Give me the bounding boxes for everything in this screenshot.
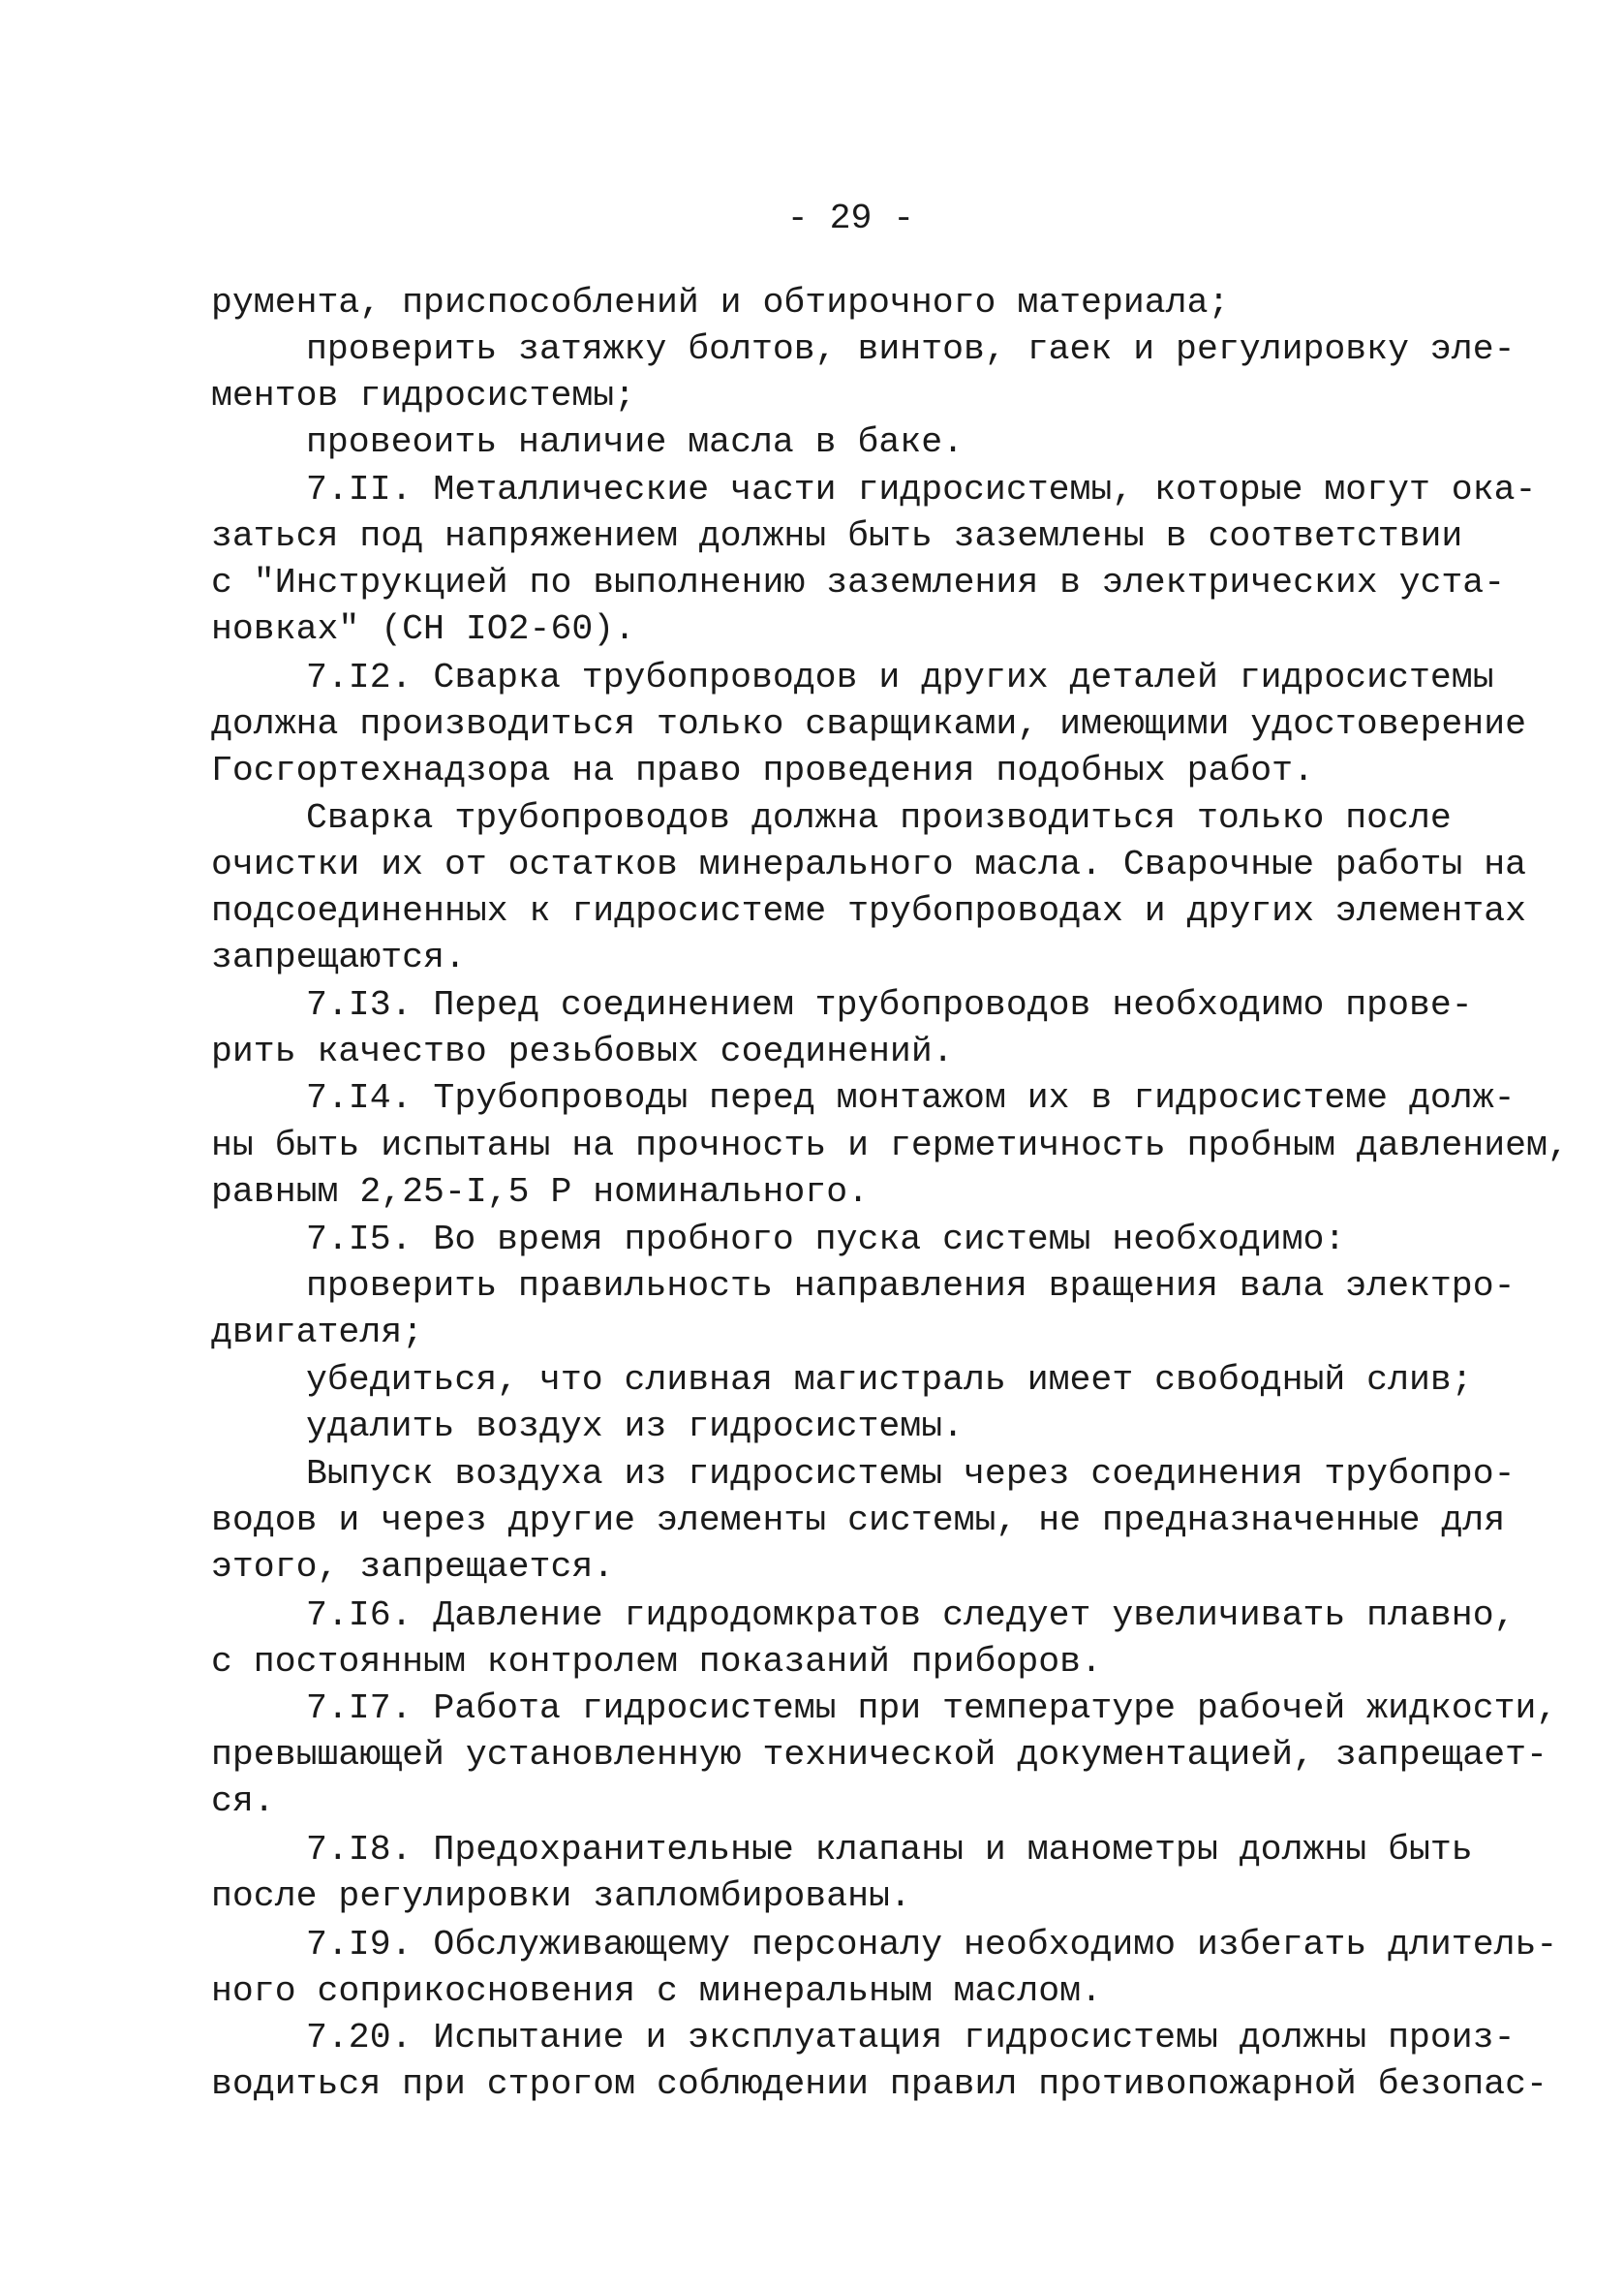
text-line: новках" (СН IO2-60). [211, 609, 636, 649]
text-line: рить качество резьбовых соединений. [211, 1032, 954, 1071]
text-line: ментов гидросистемы; [211, 376, 636, 416]
text-line: равным 2,25-I,5 Р номинального. [211, 1172, 870, 1212]
text-line: 7.I4. Трубопроводы перед монтажом их в гидросистеме долж- [306, 1078, 1516, 1118]
page-number: - 29 - [786, 199, 915, 238]
text-line: 7.I6. Давление гидродомкратов следует увеличивать плавно, [306, 1595, 1516, 1635]
text-line: этого, запрещается. [211, 1547, 615, 1587]
text-line: 7.I7. Работа гидросистемы при температуре рабочей жидкости, [306, 1688, 1558, 1728]
text-line: 7.II. Металлические части гидросистемы, которые могут ока- [306, 470, 1537, 510]
text-line: 7.I8. Предохранительные клапаны и манометры должны быть [306, 1830, 1473, 1870]
text-line: провеоить наличие масла в баке. [306, 422, 965, 462]
text-line: ного соприкосновения с минеральным маслом. [211, 1971, 1102, 2011]
text-line: с "Инструкцией по выполнению заземления в электрических уста- [211, 563, 1506, 603]
text-line: 7.I5. Во время пробного пуска системы необходимо: [306, 1220, 1346, 1259]
text-line: убедиться, что сливная магистраль имеет свободный слив; [306, 1360, 1473, 1400]
text-line: заться под напряжением должны быть заземлены в соответствии [211, 516, 1463, 556]
text-line: очистки их от остатков минерального масла. Сварочные работы на [211, 845, 1527, 884]
text-line: 7.20. Испытание и эксплуатация гидросистемы должны произ- [306, 2018, 1516, 2057]
text-line: с постоянным контролем показаний приборов. [211, 1642, 1102, 1682]
text-line: Госгортехнадзора на право проведения подобных работ. [211, 751, 1314, 790]
text-line: ны быть испытаны на прочность и герметичность пробным давлением, [211, 1126, 1569, 1165]
text-line: водиться при строгом соблюдении правил противопожарной безопас- [211, 2064, 1547, 2104]
text-line: румента, приспособлений и обтирочного материала; [211, 283, 1230, 323]
text-line: водов и через другие элементы системы, не предназначенные для [211, 1500, 1506, 1540]
text-line: превышающей установленную технической документацией, запрещает- [211, 1735, 1547, 1775]
text-line: 7.I2. Сварка трубопроводов и других деталей гидросистемы [306, 658, 1494, 697]
text-line: должна производиться только сварщиками, имеющими удостоверение [211, 704, 1527, 744]
text-line: после регулировки запломбированы. [211, 1876, 911, 1916]
text-line: 7.I9. Обслуживающему персоналу необходимо избегать длитель- [306, 1925, 1558, 1964]
text-line: 7.I3. Перед соединением трубопроводов необходимо прове- [306, 985, 1473, 1025]
text-line: Выпуск воздуха из гидросистемы через соединения трубопро- [306, 1454, 1516, 1494]
text-line: проверить правильность направления вращения вала электро- [306, 1266, 1516, 1306]
text-line: подсоединенных к гидросистеме трубопроводах и других элементах [211, 891, 1527, 931]
text-line: запрещаются. [211, 938, 466, 977]
text-line: ся. [211, 1781, 275, 1821]
text-line: удалить воздух из гидросистемы. [306, 1407, 965, 1446]
text-line: проверить затяжку болтов, винтов, гаек и регулировку эле- [306, 329, 1516, 369]
text-line: Сварка трубопроводов должна производиться только после [306, 798, 1452, 838]
text-line: двигателя; [211, 1313, 424, 1352]
